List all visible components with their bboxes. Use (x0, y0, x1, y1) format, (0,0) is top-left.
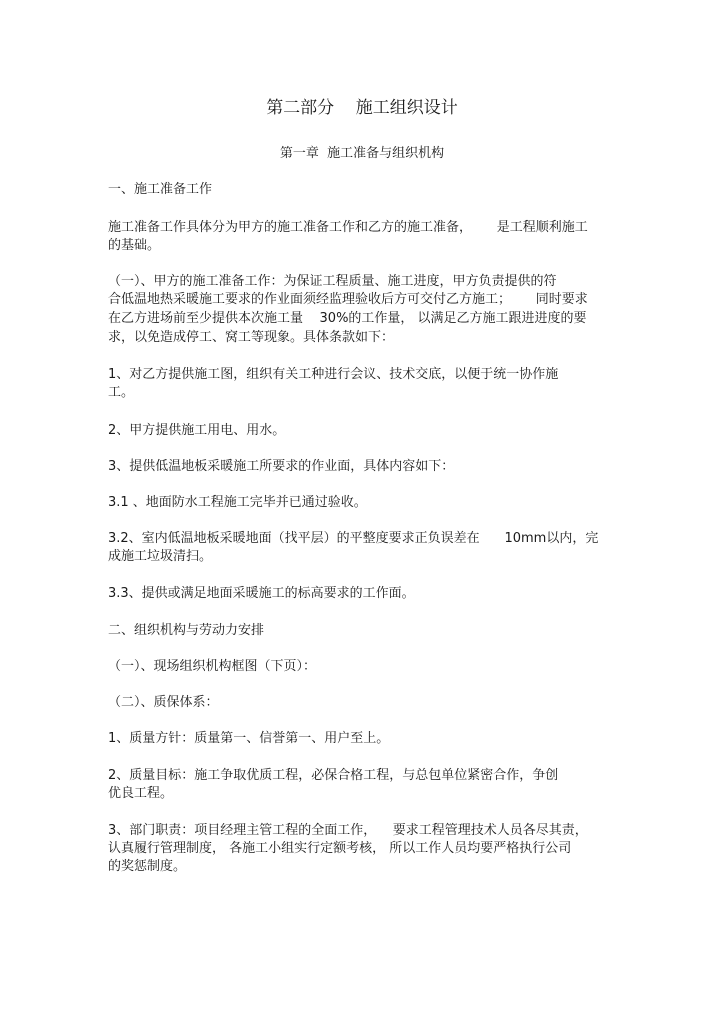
page-title: 第二部分 施工组织设计 (266, 98, 458, 118)
section-heading: 一、施工准备工作 (108, 182, 213, 197)
paragraph-line: （一）、甲方的施工准备工作：为保证工程质量、施工进度，甲方负责提供的符 (108, 274, 557, 289)
section-heading: 二、组织机构与劳动力安排 (108, 623, 265, 638)
list-item: 1、对乙方提供施工图，组织有关工种进行会议、技术交底，以便于统一协作施 (108, 367, 559, 382)
list-item: 1、质量方针：质量第一、信誉第一、用户至上。 (108, 731, 390, 746)
list-item: 3.3、提供或满足地面采暖施工的标高要求的工作面。 (108, 586, 415, 601)
paragraph-line: 的基础。 (108, 238, 161, 253)
chapter-title: 第一章 施工准备与组织机构 (279, 146, 445, 161)
list-item: 2、甲方提供施工用电、用水。 (108, 423, 286, 438)
list-item: 认真履行管理制度， 各施工小组实行定额考核， 所以工作人员均要严格执行公司 (108, 841, 572, 856)
list-item: 3、部门职责：项目经理主管工程的全面工作， 要求工程管理技术人员各尽其责， (108, 823, 588, 838)
list-item: 的奖惩制度。 (108, 859, 187, 874)
list-item: 2、质量目标：施工争取优质工程，必保合格工程，与总包单位紧密合作，争创 (108, 768, 559, 783)
list-item: 3.1 、地面防水工程施工完毕并已通过验收。 (108, 495, 367, 510)
subsection-heading: （二）、质保体系： (108, 695, 219, 710)
paragraph-line: 合低温地热采暖施工要求的作业面须经监理验收后方可交付乙方施工； 同时要求 (108, 292, 588, 307)
list-item: 3.2、室内低温地板采暖地面（找平层）的平整度要求正负误差在 10mm以内，完 (108, 531, 599, 546)
paragraph-line: 求，以免造成停工、窝工等现象。具体条款如下： (108, 330, 395, 345)
paragraph-line: 施工准备工作具体分为甲方的施工准备工作和乙方的施工准备， 是工程顺利施工 (108, 220, 588, 235)
list-item: 优良工程。 (108, 786, 174, 801)
list-item: 3、提供低温地板采暖施工所要求的作业面，具体内容如下： (108, 459, 455, 474)
paragraph-line: 在乙方进场前至少提供本次施工量 30%的工作量， 以满足乙方施工跟进进度的要 (108, 311, 587, 326)
list-item: 成施工垃圾清扫。 (108, 549, 213, 564)
subsection-heading: （一）、现场组织机构框图（下页）： (108, 659, 317, 674)
list-item: 工。 (108, 385, 135, 400)
